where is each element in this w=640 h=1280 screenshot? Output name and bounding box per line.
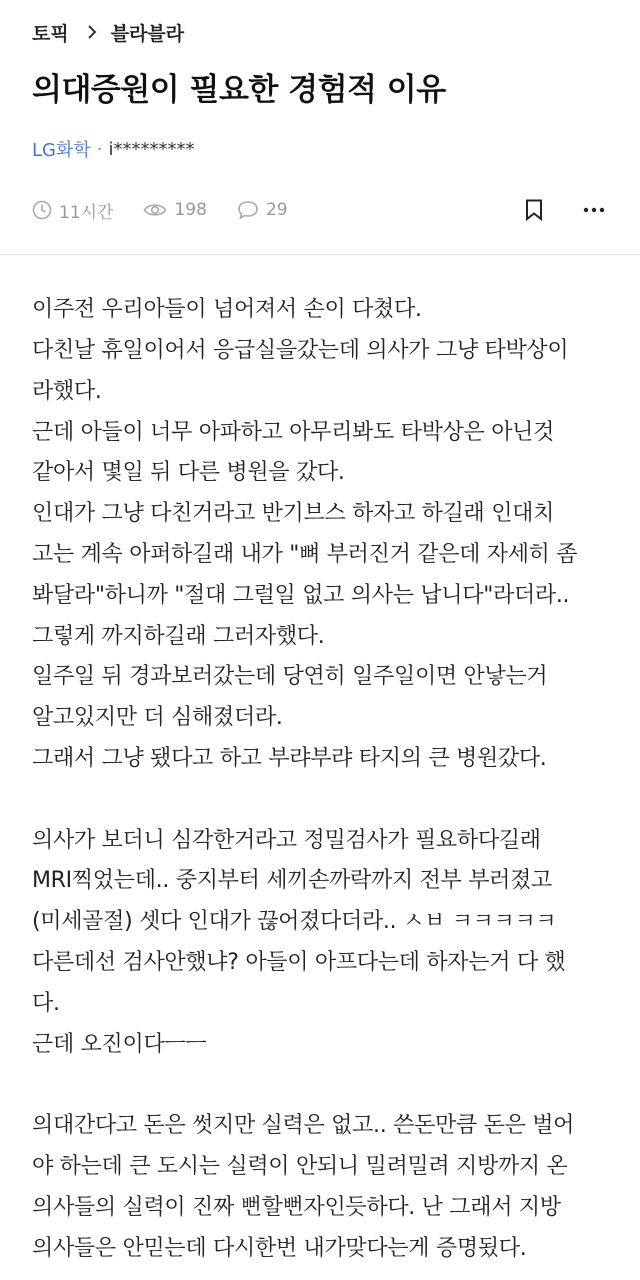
post-header — [0, 0, 640, 232]
more-horizontal-icon — [583, 207, 605, 213]
body-line: 다. — [32, 990, 60, 1016]
body-line: 고는 계속 아퍼하길래 내가 "뼈 부러진거 같은데 자세히 좀 — [32, 542, 578, 568]
body-line: 의사가 보더니 심각한거라고 정밀검사가 필요하다길래 — [32, 827, 541, 853]
author-line — [32, 136, 608, 162]
bookmark-icon — [525, 199, 543, 221]
clock-icon — [32, 200, 52, 220]
comment-count: 29 — [265, 200, 288, 221]
body-line: (미세골절) 셋다 인대가 끊어졌다더라.. ㅅㅂ ㅋㅋㅋㅋㅋ — [32, 909, 557, 935]
time-meta — [32, 198, 113, 223]
paragraph-gap — [32, 780, 608, 821]
body-line: 봐달라"하니까 "절대 그럴일 없고 의사는 납니다"라더라.. — [32, 582, 570, 608]
post-body — [0, 255, 640, 1269]
speech-bubble-icon — [237, 200, 259, 220]
post-meta — [32, 188, 608, 232]
body-line: 다친날 휴일이어서 응급실을갔는데 의사가 그냥 타박상이 — [32, 338, 569, 364]
body-line: 일주일 뒤 경과보러갔는데 당연히 일주일이면 안낳는거 — [32, 664, 548, 690]
paragraph-gap — [32, 1065, 608, 1106]
post-title: 의대증원이 필요한 경험적 이유 — [32, 72, 446, 108]
post-actions — [520, 196, 608, 224]
views-meta — [143, 200, 206, 220]
body-line: 그렇게 까지하길래 그러자했다. — [32, 623, 325, 649]
breadcrumb-topic[interactable]: 블라블라 — [110, 22, 185, 45]
bookmark-button[interactable] — [520, 196, 548, 224]
body-line: 근데 아들이 너무 아파하고 아무리봐도 타박상은 아닌것 — [32, 419, 555, 445]
view-count: 198 — [174, 200, 207, 221]
body-line: 이주전 우리아들이 넘어져서 손이 다쳤다. — [32, 297, 422, 323]
body-line: 라했다. — [32, 378, 102, 404]
breadcrumb-root[interactable]: 토픽 — [32, 22, 69, 45]
body-line: 같아서 몇일 뒤 다른 병원을 갔다. — [32, 460, 345, 486]
body-line: 의대간다고 돈은 썻지만 실력은 없고.. 쓴돈만큼 돈은 벌어 — [32, 1113, 575, 1139]
comments-meta[interactable] — [237, 200, 288, 220]
author-separator: · — [96, 138, 103, 160]
author-nickname: i********* — [108, 138, 195, 160]
body-line: 의사들은 안믿는데 다시한번 내가맞다는게 증명됬다. — [32, 1235, 527, 1261]
eye-icon — [143, 201, 167, 219]
body-line: 다른데선 검사안했냐? 아들이 아프다는데 하자는거 다 했 — [32, 950, 566, 976]
author-company[interactable]: LG화학 — [32, 140, 91, 162]
post-time: 11시간 — [59, 202, 114, 223]
breadcrumb — [32, 0, 608, 64]
body-line: MRI찍었는데.. 중지부터 세끼손까락까지 전부 부러졌고 — [32, 868, 553, 894]
body-line: 의사들의 실력이 진짜 뻔할뻔자인듯하다. 난 그래서 지방 — [32, 1194, 561, 1220]
body-line: 야 하는데 큰 도시는 실력이 안되니 밀려밀려 지방까지 온 — [32, 1154, 568, 1180]
body-line: 근데 오진이다ㅡㅡ — [32, 1031, 207, 1057]
more-button[interactable] — [580, 196, 608, 224]
body-line: 인대가 그냥 다친거라고 반기브스 하자고 하길래 인대치 — [32, 501, 555, 527]
body-line: 알고있지만 더 심해졌더라. — [32, 705, 283, 731]
body-line: 그래서 그냥 됐다고 하고 부랴부랴 타지의 큰 병원갔다. — [32, 746, 547, 772]
chevron-right-icon — [87, 24, 97, 40]
